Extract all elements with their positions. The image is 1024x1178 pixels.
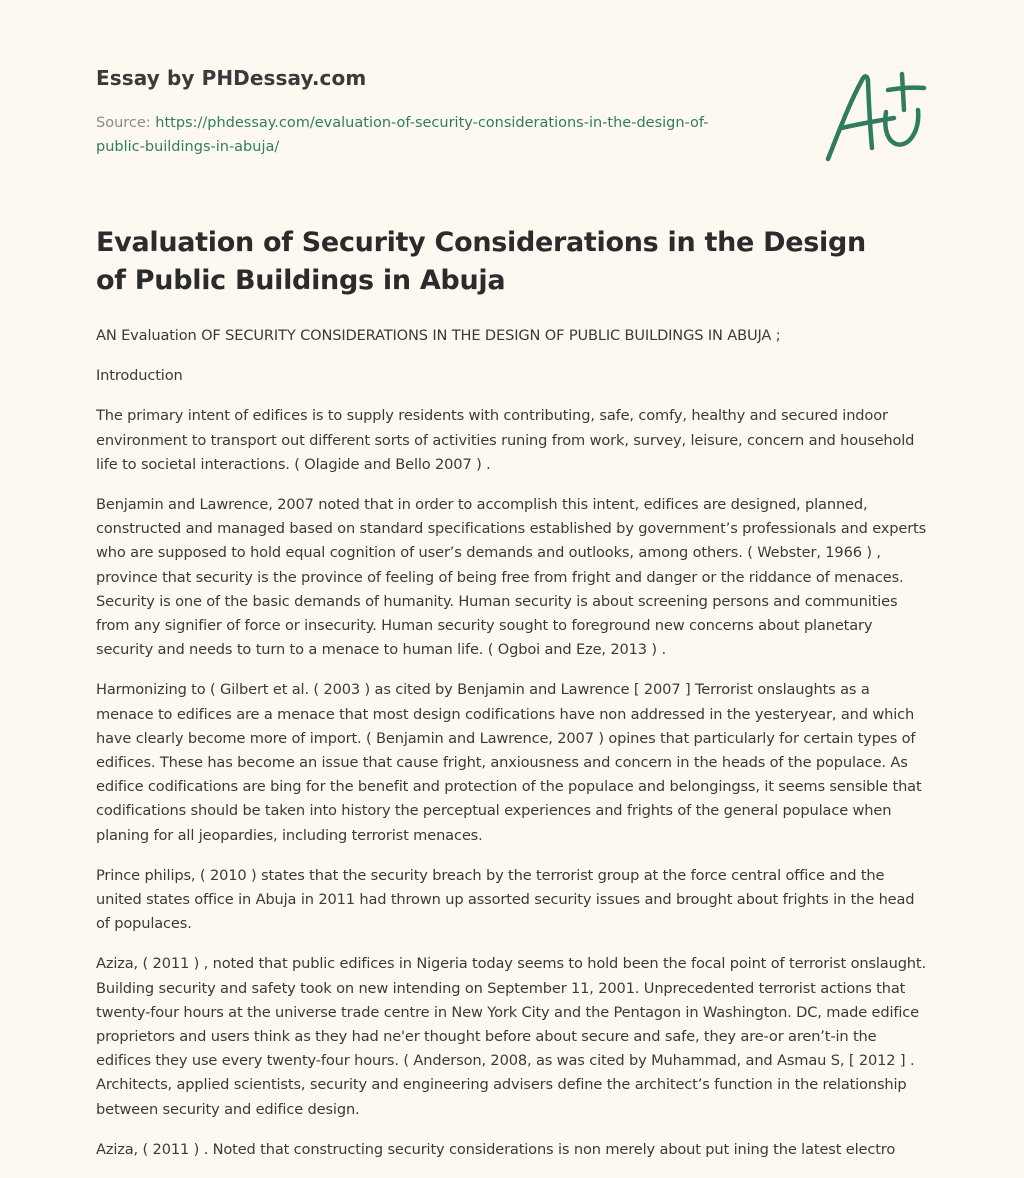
source-line bbox=[96, 111, 746, 159]
essay-heading-line: AN Evaluation OF SECURITY CONSIDERATIONS IN THE DESIGN OF PUBLIC BUILDINGS IN ABUJA ; bbox=[96, 327, 781, 344]
body-paragraph: Aziza, ( 2011 ) . Noted that constructing security considerations is non merely about put ining the latest electro bbox=[96, 1140, 896, 1158]
body-paragraph: Benjamin and Lawrence, 2007 noted that in order to accomplish this intent, edifices are designed, planned, constructed and managed based on standard specifications established by government’s professionals and experts who are supposed to hold equal cognition of user’s demands and outlooks, among others. ( Webster, 1966 ) , province that security is the province of feeling of being free from fright and danger or the riddance of menaces. Security is one of the basic demands of humanity. Human security is about screening persons and communities from any signifier of force or insecurity. Human security sought to foreground new concerns about planetary security and needs to turn to a menace to human life. ( Ogboi and Eze, 2013 ) . bbox=[96, 496, 927, 659]
body-paragraph: Harmonizing to ( Gilbert et al. ( 2003 ) as cited by Benjamin and Lawrence [ 2007 ] Terrorist onslaughts as a menace to edifices are a menace that most design codifications have non addressed in the yesteryear, and which have clearly become more of import. ( Benjamin and Lawrence, 2007 ) opines that particularly for certain types of edifices. These has become an issue that cause fright, anxiousness and concern in the heads of the populace. As edifice codifications are bing for the benefit and protection of the populace and belongingss, it seems sensible that codifications should be taken into history the perceptual experiences and frights of the general populace when planing for all jeopardies, including terrorist menaces. bbox=[96, 681, 922, 844]
body-paragraph: The primary intent of edifices is to supply residents with contributing, safe, comfy, healthy and secured indoor environment to transport out different sorts of activities runing from work, survey, leisure, concern and household life to societal interactions. ( Olagide and Bello 2007 ) . bbox=[96, 407, 915, 473]
body-paragraph: Prince philips, ( 2010 ) states that the security breach by the terrorist group at the force central office and the united states office in Abuja in 2011 had thrown up assorted security issues and brought about frights in the head of populaces. bbox=[96, 866, 915, 933]
source-label: Source: bbox=[96, 115, 156, 131]
site-brand: Essay by PHDessay.com bbox=[96, 66, 367, 90]
section-heading-introduction: Introduction bbox=[96, 367, 183, 385]
body-paragraph: Aziza, ( 2011 ) , noted that public edifices in Nigeria today seems to hold been the focal point of terrorist onslaught. Building security and safety took on new intending on September 11, 2001. Unprecedented terrorist actions that twenty-four hours at the universe trade centre in New York City and the Pentagon in Washington. DC, made edifice proprietors and users think as they had ne'er thought before about secure and safe, they are-or aren’t-in the edifices they use every twenty-four hours. ( Anderson, 2008, as was cited by Muhammad, and Asmau S, [ 2012 ] . Architects, applied scientists, security and engineering advisers define the architect’s function in the relationship between security and edifice design. bbox=[96, 955, 926, 1118]
source-link[interactable]: https://phdessay.com/evaluation-of-security-considerations-in-the-design-of-public-buildings-in-abuja/ bbox=[96, 115, 709, 155]
essay-title: Evaluation of Security Considerations in the Design of Public Buildings in Abuja bbox=[96, 227, 866, 296]
essay-body bbox=[96, 324, 928, 1178]
a-plus-grade-icon bbox=[824, 66, 930, 166]
